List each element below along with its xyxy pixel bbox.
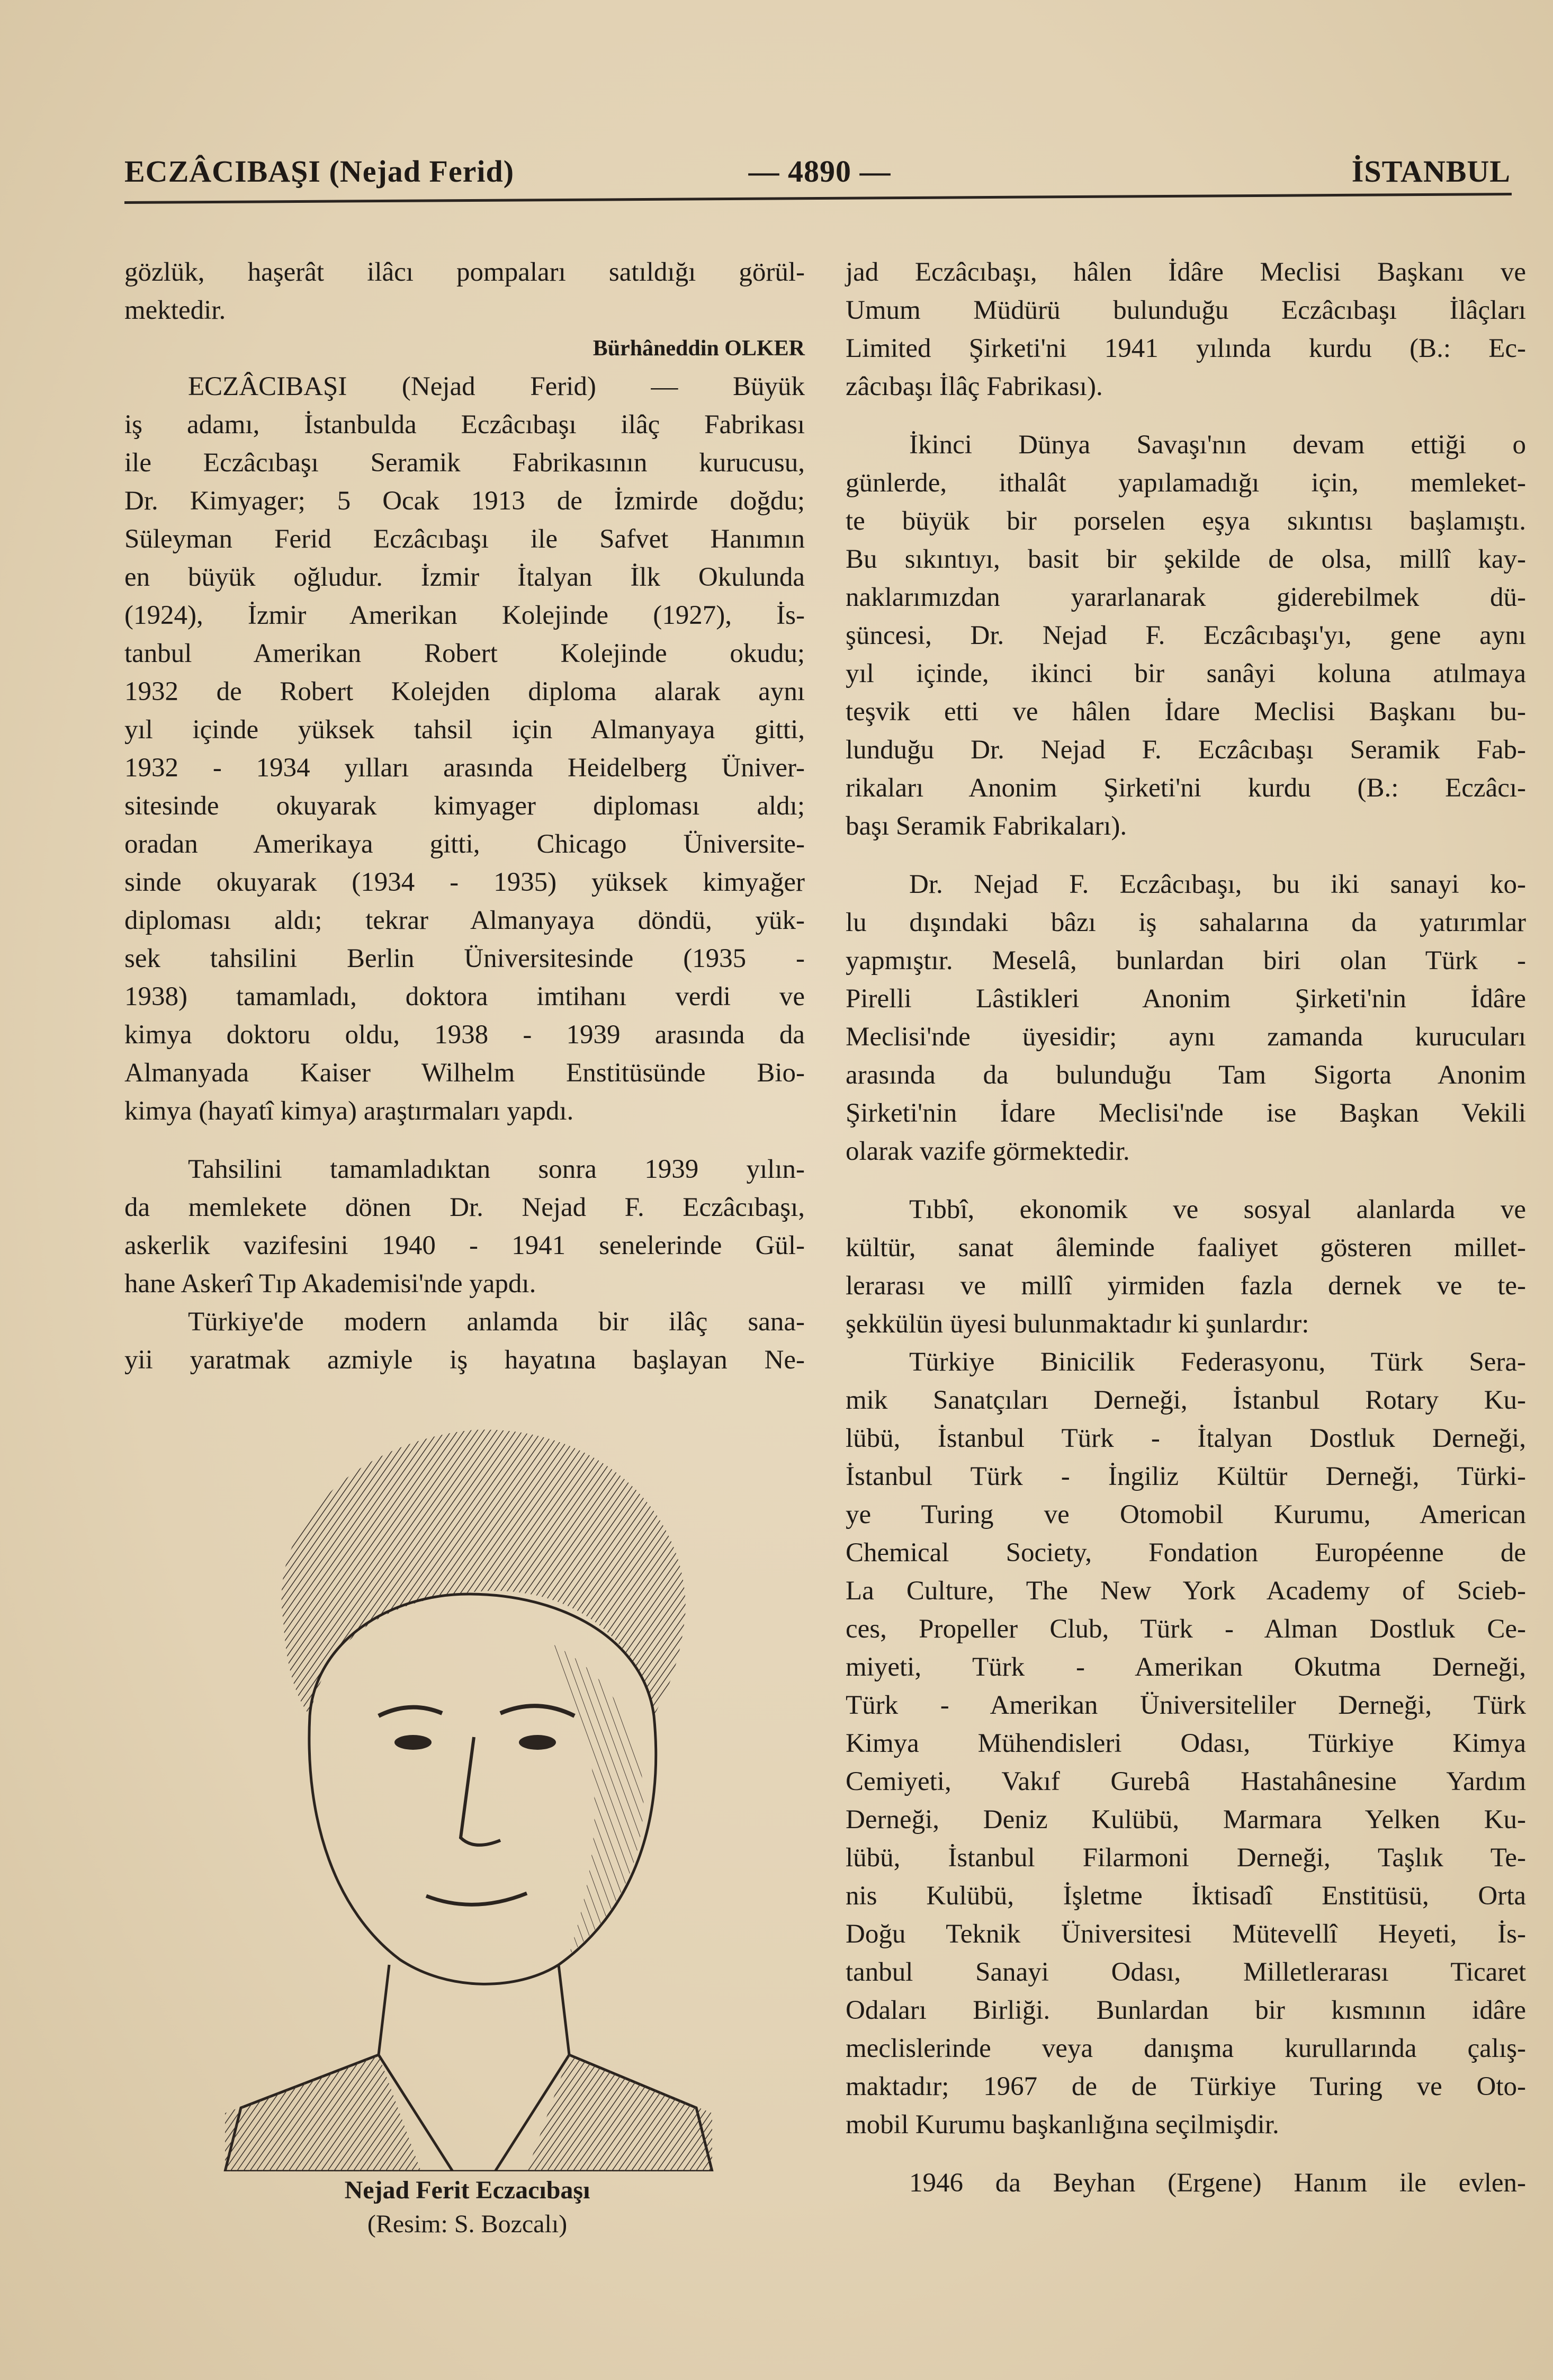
text-line: ile Eczâcıbaşı Seramik Fabrikasının kurucusu, bbox=[124, 448, 805, 478]
paragraph bbox=[124, 1303, 805, 1379]
text-line: Chemical Society, Fondation Européenne de bbox=[846, 1538, 1526, 1568]
text-line: Meclisi'nde üyesidir; aynı zamanda kurucuları bbox=[846, 1022, 1526, 1052]
running-head-city: İSTANBUL bbox=[1351, 154, 1511, 189]
text-line: Umum Müdürü bulunduğu Eczâcıbaşı İlâçları bbox=[846, 296, 1526, 325]
text-line: diploması aldı; tekrar Almanyaya döndü, yük- bbox=[124, 906, 805, 935]
text-line: miyeti, Türk - Amerikan Okutma Derneği, bbox=[846, 1652, 1526, 1682]
text-line: 1932 - 1934 yılları arasında Heidelberg Üniver- bbox=[124, 753, 805, 783]
paragraph bbox=[846, 1191, 1526, 1343]
text-line: (1924), İzmir Amerikan Kolejinde (1927), İs- bbox=[124, 601, 805, 630]
left-column bbox=[124, 253, 805, 1379]
text-line: 1938) tamamladı, doktora imtihanı verdi ve bbox=[124, 982, 805, 1012]
text-line: şekkülün üyesi bulunmaktadır ki şunlardır: bbox=[846, 1309, 1309, 1339]
text-line: Pirelli Lâstikleri Anonim Şirketi'nin İdâre bbox=[846, 984, 1526, 1014]
page-number: — 4890 — bbox=[748, 154, 891, 189]
header-rule bbox=[124, 193, 1512, 204]
text-line: Dr. Kimyager; 5 Ocak 1913 de İzmirde doğdu; bbox=[124, 486, 805, 516]
text-line: hane Askerî Tıp Akademisi'nde yapdı. bbox=[124, 1269, 536, 1299]
author-signature: Bürhâneddin OLKER bbox=[593, 336, 805, 361]
text-line: te büyük bir porselen eşya sıkıntısı başlamıştı. bbox=[846, 506, 1526, 536]
text-line: Şirketi'nin İdare Meclisi'nde ise Başkan Vekili bbox=[846, 1098, 1526, 1128]
photo-caption-name: Nejad Ferit Eczacıbaşı bbox=[344, 2176, 590, 2204]
text-line: lübü, İstanbul Türk - İtalyan Dostluk Derneği, bbox=[846, 1424, 1526, 1453]
text-line: gözlük, haşerât ilâcı pompaları satıldığı görül- bbox=[124, 257, 805, 287]
text-line: Süleyman Ferid Eczâcıbaşı ile Safvet Hanımın bbox=[124, 524, 805, 554]
text-line: Odaları Birliği. Bunlardan bir kısmının idâre bbox=[846, 1996, 1526, 2025]
text-line: Almanyada Kaiser Wilhelm Enstitüsünde Bio- bbox=[124, 1058, 805, 1088]
text-line: Dr. Nejad F. Eczâcıbaşı, bu iki sanayi ko- bbox=[909, 870, 1526, 899]
text-line: mik Sanatçıları Derneği, İstanbul Rotary Ku- bbox=[846, 1385, 1526, 1415]
text-line: oradan Amerikaya gitti, Chicago Üniversite- bbox=[124, 829, 805, 859]
paragraph bbox=[846, 865, 1526, 1170]
text-line: ces, Propeller Club, Türk - Alman Dostluk Ce- bbox=[846, 1614, 1526, 1644]
text-line: sinde okuyarak (1934 - 1935) yüksek kimyağer bbox=[124, 867, 805, 897]
text-line: sek tahsilini Berlin Üniversitesinde (1935 - bbox=[124, 944, 805, 973]
text-line: Doğu Teknik Üniversitesi Mütevellî Heyeti, İs- bbox=[846, 1919, 1526, 1949]
text-line: kimya doktoru oldu, 1938 - 1939 arasında da bbox=[124, 1020, 805, 1050]
text-line: meclislerinde veya danışma kurullarında çalış- bbox=[846, 2034, 1526, 2063]
text-line: lu dışındaki bâzı iş sahalarına da yatırımlar bbox=[846, 908, 1526, 937]
running-head-title: ECZÂCIBAŞI (Nejad Ferid) bbox=[124, 154, 515, 189]
text-line: İkinci Dünya Savaşı'nın devam ettiği o bbox=[909, 430, 1526, 460]
text-line: Cemiyeti, Vakıf Gurebâ Hastahânesine Yardım bbox=[846, 1767, 1526, 1796]
text-line: Türk - Amerikan Üniversiteliler Derneği, Türk bbox=[846, 1690, 1526, 1720]
text-line: Kimya Mühendisleri Odası, Türkiye Kimya bbox=[846, 1729, 1526, 1758]
paragraph bbox=[124, 329, 805, 368]
text-line: nis Kulübü, İşletme İktisadî Enstitüsü, Orta bbox=[846, 1881, 1526, 1911]
text-line: 1946 da Beyhan (Ergene) Hanım ile evlen- bbox=[909, 2168, 1526, 2198]
paragraph bbox=[846, 1343, 1526, 2144]
text-line: jad Eczâcıbaşı, hâlen İdâre Meclisi Başkanı ve bbox=[846, 257, 1526, 287]
text-line: olarak vazife görmektedir. bbox=[846, 1137, 1130, 1166]
text-line: İstanbul Türk - İngiliz Kültür Derneği, Türki- bbox=[846, 1462, 1526, 1491]
text-line: rikaları Anonim Şirketi'ni kurdu (B.: Eczâcı- bbox=[846, 773, 1526, 803]
text-line: lübü, İstanbul Filarmoni Derneği, Taşlık Te- bbox=[846, 1843, 1526, 1873]
text-line: La Culture, The New York Academy of Scieb- bbox=[846, 1576, 1526, 1606]
portrait-photo bbox=[220, 1419, 715, 2171]
text-line: Limited Şirketi'ni 1941 yılında kurdu (B.: Ec- bbox=[846, 334, 1526, 363]
text-line: şüncesi, Dr. Nejad F. Eczâcıbaşı'yı, gene aynı bbox=[846, 621, 1526, 650]
text-line: zâcıbaşı İlâç Fabrikası). bbox=[846, 372, 1103, 401]
text-line: Derneği, Deniz Kulübü, Marmara Yelken Ku- bbox=[846, 1805, 1526, 1835]
text-line: teşvik etti ve hâlen İdare Meclisi Başkanı bu- bbox=[846, 697, 1526, 727]
text-line: yıl içinde yüksek tahsil için Almanyaya gitti, bbox=[124, 715, 805, 745]
text-line: iş adamı, İstanbulda Eczâcıbaşı ilâç Fabrikası bbox=[124, 410, 805, 440]
text-line: en büyük oğludur. İzmir İtalyan İlk Okulunda bbox=[124, 562, 805, 592]
text-line: da memlekete dönen Dr. Nejad F. Eczâcıbaşı, bbox=[124, 1193, 805, 1222]
text-line: Tahsilini tamamladıktan sonra 1939 yılın- bbox=[188, 1155, 805, 1184]
text-line: mobil Kurumu başkanlığına seçilmişdir. bbox=[846, 2110, 1279, 2140]
paragraph bbox=[846, 426, 1526, 845]
text-line: Türkiye Binicilik Federasyonu, Türk Sera- bbox=[909, 1347, 1526, 1377]
text-line: Türkiye'de modern anlamda bir ilâç sana- bbox=[188, 1307, 805, 1337]
paragraph bbox=[124, 1150, 805, 1303]
paragraph bbox=[124, 368, 805, 1130]
text-line: arasında da bulunduğu Tam Sigorta Anonim bbox=[846, 1060, 1526, 1090]
text-line: yii yaratmak azmiyle iş hayatına başlayan Ne- bbox=[124, 1345, 805, 1375]
text-line: yapmıştır. Meselâ, bunlardan biri olan Türk - bbox=[846, 946, 1526, 976]
text-line: askerlik vazifesini 1940 - 1941 senelerinde Gül- bbox=[124, 1231, 805, 1260]
right-column bbox=[846, 253, 1526, 2202]
photo-caption-credit: (Resim: S. Bozcalı) bbox=[367, 2210, 568, 2238]
text-line: naklarımızdan yararlanarak giderebilmek dü- bbox=[846, 583, 1526, 612]
text-line: Tıbbî, ekonomik ve sosyal alanlarda ve bbox=[909, 1195, 1526, 1224]
text-line: yıl içinde, ikinci bir sanâyi koluna atılmaya bbox=[846, 659, 1526, 688]
text-line: başı Seramik Fabrikaları). bbox=[846, 811, 1127, 841]
text-line: maktadır; 1967 de de Türkiye Turing ve Oto- bbox=[846, 2072, 1526, 2101]
text-line: mektedir. bbox=[124, 296, 226, 325]
text-line: kimya (hayatî kimya) araştırmaları yapdı. bbox=[124, 1096, 574, 1126]
text-line: kültür, sanat âleminde faaliyet gösteren millet- bbox=[846, 1233, 1526, 1263]
text-line: 1932 de Robert Kolejden diploma alarak aynı bbox=[124, 677, 805, 706]
text-line: sitesinde okuyarak kimyager diploması aldı; bbox=[124, 791, 805, 821]
text-line: Bu sıkıntıyı, basit bir şekilde de olsa, millî kay- bbox=[846, 544, 1526, 574]
text-line: tanbul Sanayi Odası, Milletlerarası Ticaret bbox=[846, 1957, 1526, 1987]
text-line: günlerde, ithalât yapılamadığı için, memleket- bbox=[846, 468, 1526, 498]
paragraph bbox=[846, 253, 1526, 406]
paragraph bbox=[124, 253, 805, 329]
text-line: lerarası ve millî yirmiden fazla dernek ve te- bbox=[846, 1271, 1526, 1301]
text-line: lunduğu Dr. Nejad F. Eczâcıbaşı Seramik Fab- bbox=[846, 735, 1526, 765]
text-line: ECZÂCIBAŞI (Nejad Ferid) — Büyük bbox=[188, 372, 805, 401]
text-line: ye Turing ve Otomobil Kurumu, American bbox=[846, 1500, 1526, 1529]
paragraph bbox=[846, 2164, 1526, 2202]
text-line: tanbul Amerikan Robert Kolejinde okudu; bbox=[124, 639, 805, 668]
